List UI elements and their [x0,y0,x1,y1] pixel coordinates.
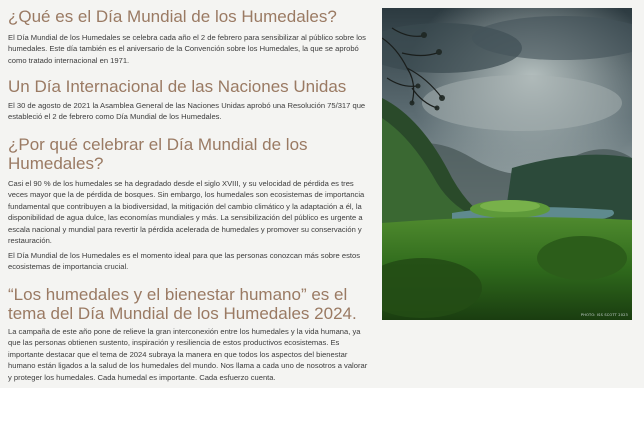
section-title-what-is: ¿Qué es el Día Mundial de los Humedales? [8,7,337,26]
section-text-un-day: El 30 de agosto de 2021 la Asamblea General de las Naciones Unidas aprobó una Resolución 75/317 que estableció el 2 de febrero como Día Mundial de los Humedales. [8,101,366,122]
wetland-illustration [382,8,632,320]
section-text-why-celebrate-2: El Día Mundial de los Humedales es el momento ideal para que las personas conozcan más sobre estos ecosistemas de importancia crucial. [8,251,361,272]
section-title-theme-2024: “Los humedales y el bienestar humano” es el tema del Día Mundial de los Humedales 2024. [8,285,357,323]
section-text-what-is: El Día Mundial de los Humedales se celebra cada año el 2 de febrero para sensibilizar al público sobre los humedales. Este día también es el aniversario de la Convención sobre los Humedales, la que se aprobó como tratado internacional en 1971. [8,33,366,65]
section-text-theme-2024: La campaña de este año pone de relieve la gran interconexión entre los humedales y la vida humana, ya que las personas obtienen sustento, inspiración y resiliencia de estos productivos ecosistemas. Es importante destacar que el tema de 2024 subraya la manera en que todos los aspectos del bienestar humano están ligados a la salud de los humedales del mundo. Nos llama a cada uno de nosotros a valorar y proteger los humedales. Cada humedal es importante. Cada esfuerzo cuenta. [8,327,368,382]
section-title-why-celebrate: ¿Por qué celebrar el Día Mundial de los Humedales? [8,135,308,173]
section-title-un-day: Un Día Internacional de las Naciones Unidas [8,77,347,96]
wetland-photo [382,8,632,320]
section-text-why-celebrate: Casi el 90 % de los humedales se ha degradado desde el siglo XVIII, y su velocidad de pérdida es tres veces mayor que la de pérdida de bosques. Sin embargo, los humedales son ecosistemas de importancia fundamental que contribuyen a la biodiversidad, la mitigación del cambio climático y la adaptación a él, la disponibilidad de agua dulce, las economías mundiales y más. La sensibilización del público es urgente a escala nacional y mundial para revertir la pérdida acelerada de humedales y promover su conservación y restauración. [8,179,365,246]
photo-credit: PHOTO: ISS SCOTT 2023 [580,313,628,317]
